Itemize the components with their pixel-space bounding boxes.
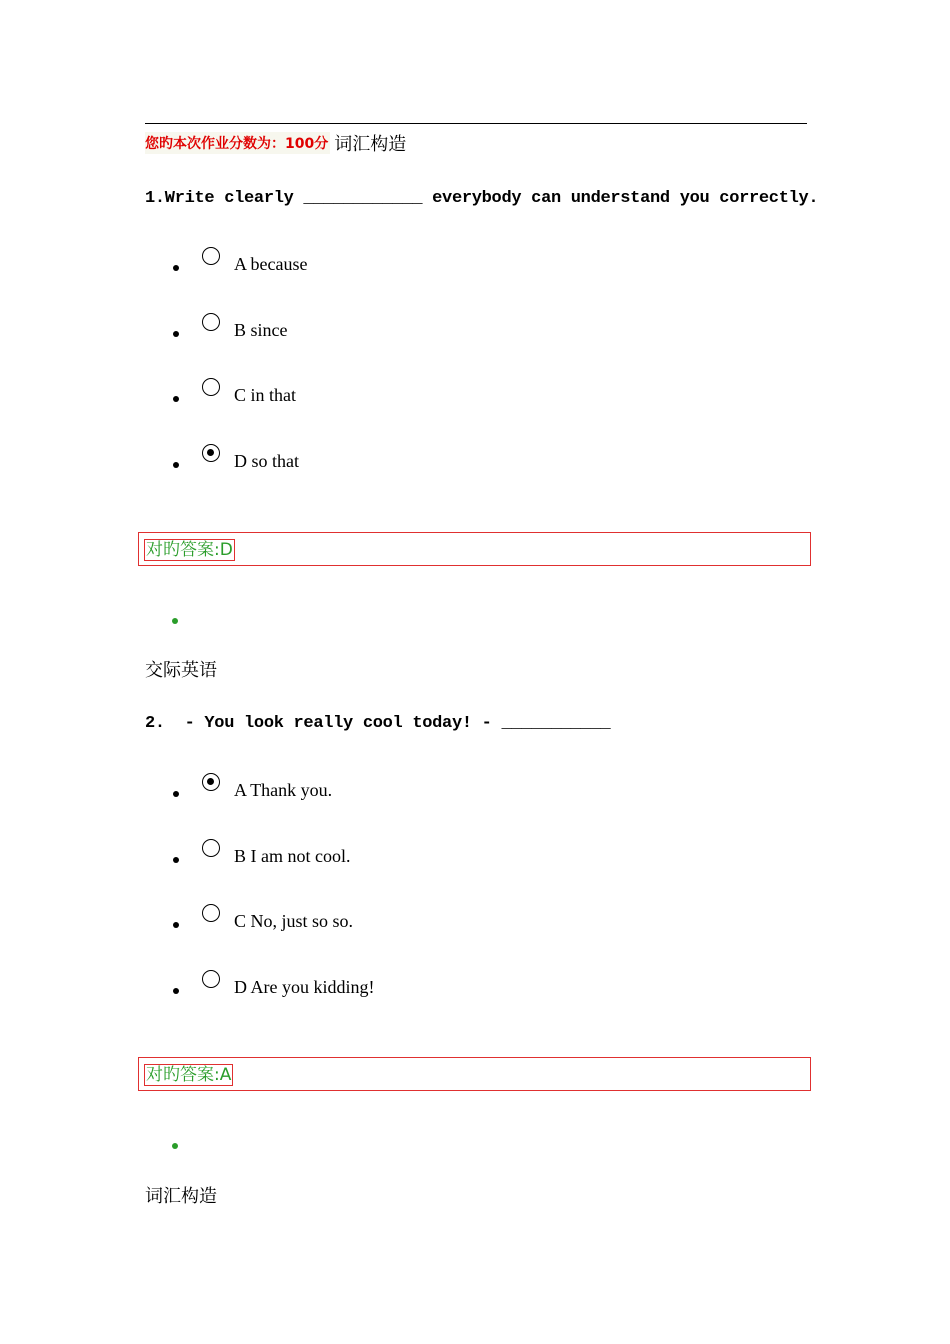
section-title: 词汇构造 <box>334 134 407 155</box>
radio-button[interactable] <box>202 378 220 396</box>
section-title: 词汇构造 <box>145 1186 217 1207</box>
option-label: C in that <box>234 385 296 405</box>
question-2-text: 2. - You look really cool today! - ___________ <box>145 714 611 733</box>
bullet-icon <box>173 988 179 994</box>
score-label: 您旳本次作业分数为：100分 <box>145 132 330 154</box>
green-bullet-icon <box>172 1143 178 1149</box>
bullet-icon <box>173 265 179 271</box>
radio-button[interactable] <box>202 247 220 265</box>
option-label: A Thank you. <box>234 780 333 800</box>
option-label: B I am not cool. <box>234 846 351 866</box>
radio-button[interactable] <box>202 904 220 922</box>
option-label: A because <box>234 254 308 274</box>
section-title: 交际英语 <box>145 660 217 681</box>
question-1-text: 1.Write clearly ____________ everybody can understand you correctly. <box>145 189 819 208</box>
option-label: B since <box>234 320 288 340</box>
radio-button[interactable] <box>202 839 220 857</box>
bullet-icon <box>173 791 179 797</box>
option-label: C No, just so so. <box>234 911 354 931</box>
correct-answer-2: 对旳答案:A <box>146 1065 232 1085</box>
correct-answer-1: 对旳答案:D <box>146 540 233 560</box>
radio-button-selected[interactable] <box>202 444 220 462</box>
top-rule <box>145 123 807 124</box>
answer-box-1 <box>138 532 811 566</box>
bullet-icon <box>173 396 179 402</box>
answer-box-2 <box>138 1057 811 1091</box>
bullet-icon <box>173 857 179 863</box>
score-line <box>145 130 406 156</box>
bullet-icon <box>173 922 179 928</box>
option-label: D so that <box>234 451 299 471</box>
bullet-icon <box>173 331 179 337</box>
option-label: D Are you kidding! <box>234 977 375 997</box>
green-bullet-icon <box>172 618 178 624</box>
radio-button-selected[interactable] <box>202 773 220 791</box>
radio-button[interactable] <box>202 970 220 988</box>
radio-button[interactable] <box>202 313 220 331</box>
bullet-icon <box>173 462 179 468</box>
